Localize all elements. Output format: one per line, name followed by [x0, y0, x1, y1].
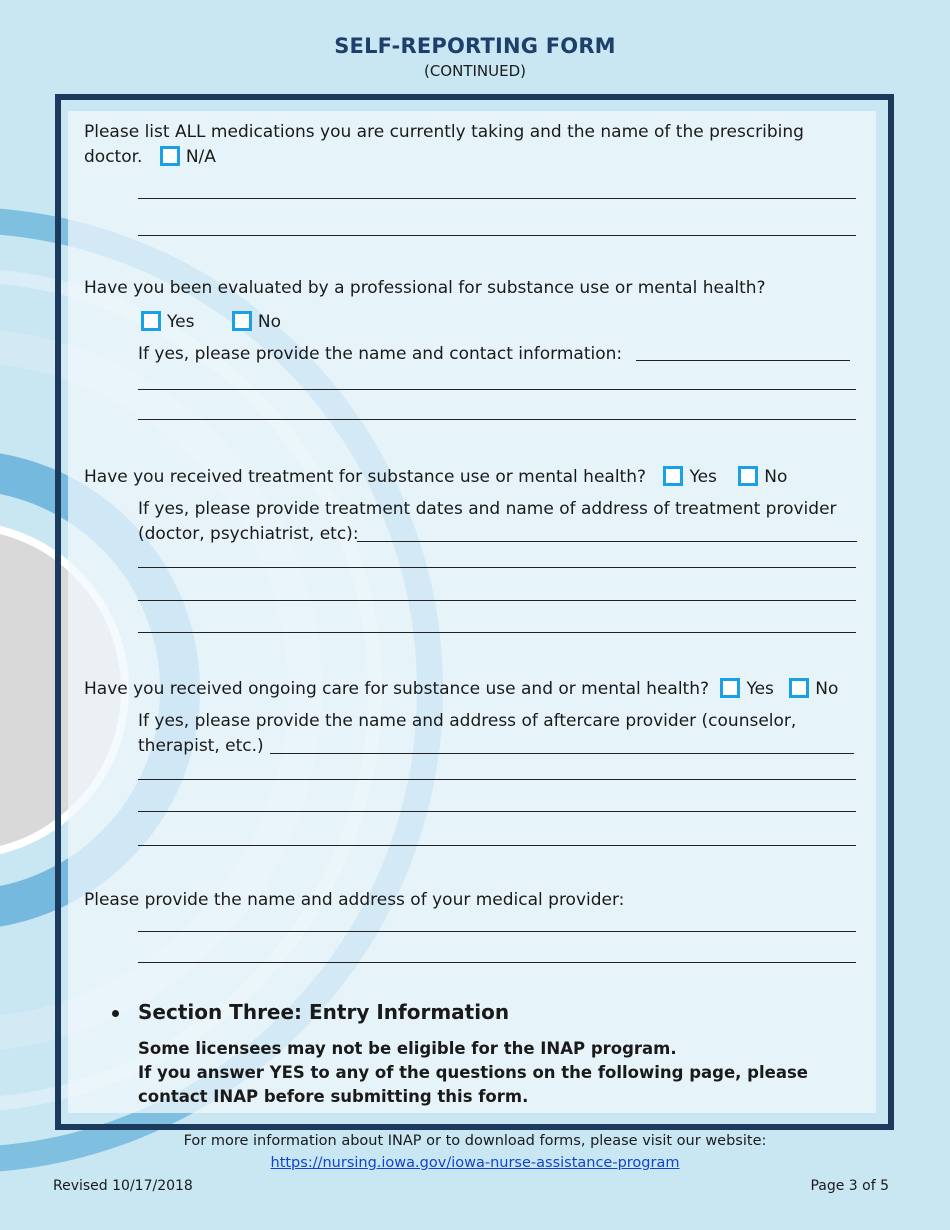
- ongoing-care-question: [84, 677, 842, 701]
- notice-line: contact INAP before submitting this form.: [138, 1087, 529, 1106]
- evaluated-followup: [138, 342, 622, 366]
- no-label: No: [815, 679, 839, 699]
- treatment-text: Have you received treatment for substance use or mental health?: [84, 467, 647, 487]
- evaluated-yes-option[interactable]: [141, 310, 194, 334]
- checkbox-icon[interactable]: [141, 311, 161, 331]
- answer-line[interactable]: [138, 600, 856, 601]
- answer-line[interactable]: [138, 962, 856, 963]
- ongoing-care-text: Have you received ongoing care for substance use and or mental health?: [84, 679, 710, 699]
- ongoing-care-yes-option[interactable]: [720, 679, 773, 699]
- section-three-heading: Section Three: Entry Information: [138, 1000, 510, 1024]
- answer-line[interactable]: [138, 931, 856, 932]
- treatment-question: [84, 465, 791, 489]
- no-label: No: [764, 467, 788, 487]
- form-frame: [55, 94, 894, 1130]
- evaluated-options: [141, 310, 313, 334]
- yes-label: Yes: [746, 679, 774, 699]
- evaluated-no-option[interactable]: [232, 310, 281, 334]
- treatment-followup-line2: (doctor, psychiatrist, etc):: [138, 524, 359, 544]
- contact-info-line[interactable]: [636, 360, 850, 361]
- form-subtitle: (CONTINUED): [423, 62, 527, 80]
- answer-line[interactable]: [138, 632, 856, 633]
- treatment-no-option[interactable]: [738, 467, 787, 487]
- ongoing-care-followup-line2: therapist, etc.): [138, 736, 264, 756]
- checkbox-icon[interactable]: [232, 311, 252, 331]
- ongoing-care-followup-line1: If yes, please provide the name and address of aftercare provider (counselor,: [138, 711, 797, 731]
- yes-label: Yes: [167, 312, 195, 332]
- checkbox-icon[interactable]: [663, 466, 683, 486]
- medications-text-line2: doctor.: [84, 147, 143, 167]
- section-three-notice: [138, 1037, 858, 1109]
- no-label: No: [257, 312, 281, 332]
- medical-provider-text: Please provide the name and address of your medical provider:: [84, 890, 625, 910]
- answer-line[interactable]: [138, 779, 856, 780]
- na-label: N/A: [185, 147, 216, 167]
- form-header: [0, 34, 950, 80]
- ongoing-care-followup-2: [138, 734, 264, 758]
- checkbox-icon[interactable]: [738, 466, 758, 486]
- website-link[interactable]: https://nursing.iowa.gov/iowa-nurse-assistance-program: [270, 1155, 680, 1171]
- evaluated-question: [84, 276, 766, 300]
- revised-date: Revised 10/17/2018: [53, 1178, 193, 1194]
- treatment-yes-option[interactable]: [663, 467, 716, 487]
- treatment-followup-2: [138, 522, 359, 546]
- notice-line: If you answer YES to any of the questions on the following page, please: [138, 1063, 808, 1082]
- answer-line[interactable]: [138, 389, 856, 390]
- footer-link-container: [0, 1155, 950, 1171]
- medications-na-option[interactable]: [160, 147, 216, 167]
- footer-info: For more information about INAP or to download forms, please visit our website:: [183, 1133, 767, 1149]
- checkbox-icon[interactable]: [720, 678, 740, 698]
- checkbox-icon[interactable]: [789, 678, 809, 698]
- answer-line[interactable]: [138, 235, 856, 236]
- answer-line[interactable]: [138, 845, 856, 846]
- aftercare-provider-line[interactable]: [270, 753, 854, 754]
- notice-line: Some licensees may not be eligible for the INAP program.: [138, 1039, 677, 1058]
- treatment-followup: [138, 497, 837, 521]
- medications-text-line1: Please list ALL medications you are currently taking and the name of the prescribing: [84, 122, 804, 142]
- answer-line[interactable]: [138, 419, 856, 420]
- form-title: SELF-REPORTING FORM: [334, 34, 616, 58]
- checkbox-icon[interactable]: [160, 146, 180, 166]
- evaluated-followup-text: If yes, please provide the name and contact information:: [138, 344, 623, 364]
- answer-line[interactable]: [138, 198, 856, 199]
- yes-label: Yes: [689, 467, 717, 487]
- medications-question: [84, 120, 804, 144]
- medical-provider-question: [84, 888, 624, 912]
- treatment-provider-line[interactable]: [357, 541, 857, 542]
- medications-question-line2: [84, 145, 220, 169]
- treatment-followup-line1: If yes, please provide treatment dates and name of address of treatment provider: [138, 499, 837, 519]
- page-number: Page 3 of 5: [810, 1178, 889, 1194]
- answer-line[interactable]: [138, 567, 856, 568]
- ongoing-care-no-option[interactable]: [789, 679, 838, 699]
- bullet-icon: [112, 1010, 119, 1017]
- evaluated-text: Have you been evaluated by a professional for substance use or mental health?: [84, 278, 766, 298]
- answer-line[interactable]: [138, 811, 856, 812]
- ongoing-care-followup: [138, 709, 796, 733]
